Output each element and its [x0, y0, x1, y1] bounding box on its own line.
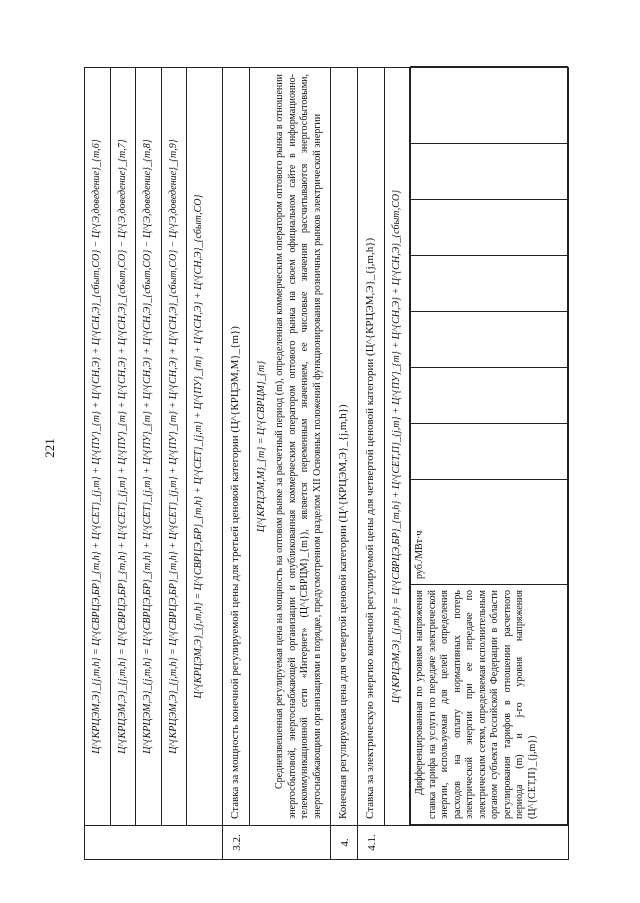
- value-cell: [411, 368, 568, 424]
- value-cell: [411, 144, 568, 200]
- value-cell: [411, 200, 568, 256]
- value-cell: [411, 256, 568, 312]
- table-row: [85, 68, 223, 860]
- formula-line: Ц^{КРЦЭМ,Э}_{j,m,h} = Ц^{СВРЦЭ,БР}_{m,h} + Ц^{СЕТ,П}_{j,m} + Ц^{ПУ}_{m} + Ц^{СН,Э} + Ц^{СН,Э}_{сбыт,СО}: [385, 68, 411, 825]
- parameter-table: [410, 66, 568, 825]
- paragraph: Средневзвешенная регулируемая цена на мощность на оптовом рынке за расчетный период (m), определенная коммерческим оператором оптового рынка в отношении энергосбытовой, энергоснабжающей организации и опубликованная коммерческим оператором оптового рынка на своем официальном сайте в информационно-телекоммуникационной сети «Интернет» (Ц^{СВРЦМ}_{m}), является переменным значением, ее числовые значения рассчитываются энергосбытовыми, энергоснабжающими организациями в порядке, предусмотренном разделом XII Основных положений функционирования розничных рынков электрической энергии: [274, 74, 323, 819]
- rotated-sheet: [84, 68, 640, 860]
- section-heading: Ставка за электрическую энергию конечной регулируемой цены для четвертой ценовой категории (Ц^{КРЦЭМ,Э}_{j,m,h}): [358, 68, 385, 825]
- section-heading: Ставка за мощность конечной регулируемой цены для третьей ценовой категории (Ц^{КРЦЭМ,М}_{m}): [223, 68, 250, 825]
- row-number: 4.: [331, 826, 358, 860]
- formula-line: Ц^{КРЦЭМ,М}_{m} = Ц^{СВРЦМ}_{m}: [255, 360, 267, 533]
- formula-line: Ц^{КРЦЭМ,Э}_{j,m,h} = Ц^{СВРЦЭ,БР}_{m,h} + Ц^{СЕТ}_{j,m} + Ц^{ПУ}_{m} + Ц^{СН,Э} + Ц^{СН,Э}_{сбыт,СО} − Ц^{Э,доведение}_{m,9}: [162, 68, 188, 825]
- parameter-description: Дифференцированная по уровням напряжения ставка тарифа на услуги по передаче электрической энергии, используемая для целей определения расходов на оплату нормативных потерь электрической энергии при ее передаче по электрическим сетям, определяемая исполнительным органом субъекта Российской Федерации в области регулирования тарифов в отношении расчетного периода (m) и j-го уровня напряжения (Ц^{СЕТ,П}_{j,m}): [411, 585, 568, 825]
- table-row: [411, 67, 568, 825]
- section-heading: Конечная регулируемая цена для четвертой ценовой категории (Ц^{КРЦЭМ,Э}_{j,m,h}): [331, 68, 358, 826]
- formula-line: Ц^{КРЦЭМ,Э}_{j,m,h} = Ц^{СВРЦЭ,БР}_{m,h} + Ц^{СЕТ}_{j,m} + Ц^{ПУ}_{m} + Ц^{СН,Э} + Ц^{СН,Э}_{сбыт,СО} − Ц^{Э,доведение}_{m,8}: [136, 68, 162, 825]
- formula-line: Ц^{КРЦЭМ,Э}_{j,m,h} = Ц^{СВРЦЭ,БР}_{m,h} + Ц^{СЕТ}_{j,m} + Ц^{ПУ}_{m} + Ц^{СН,Э} + Ц^{СН,Э}_{сбыт,СО}: [193, 194, 204, 699]
- value-cell: [411, 312, 568, 368]
- table-row: [223, 68, 331, 860]
- formula-line: Ц^{КРЦЭМ,Э}_{j,m,h} = Ц^{СВРЦЭ,БР}_{m,h} + Ц^{СЕТ}_{j,m} + Ц^{ПУ}_{m} + Ц^{СН,Э} + Ц^{СН,Э}_{сбыт,СО} − Ц^{Э,доведение}_{m,7}: [111, 68, 137, 825]
- value-cell: [411, 67, 568, 144]
- unit-label: руб./МВт·ч: [411, 480, 568, 585]
- row-number: 4.1.: [358, 826, 569, 860]
- table-row: [331, 68, 358, 860]
- table-row: [358, 68, 569, 860]
- formula-line: Ц^{КРЦЭМ,Э}_{j,m,h} = Ц^{СВРЦЭ,БР}_{m,h} + Ц^{СЕТ}_{j,m} + Ц^{ПУ}_{m} + Ц^{СН,Э} + Ц^{СН,Э}_{сбыт,СО} − Ц^{Э,доведение}_{m,6}: [85, 68, 111, 825]
- row-number: 3.2.: [223, 826, 331, 860]
- value-cell: [411, 424, 568, 480]
- tariff-table: [84, 67, 569, 860]
- page-number: 221: [42, 438, 57, 458]
